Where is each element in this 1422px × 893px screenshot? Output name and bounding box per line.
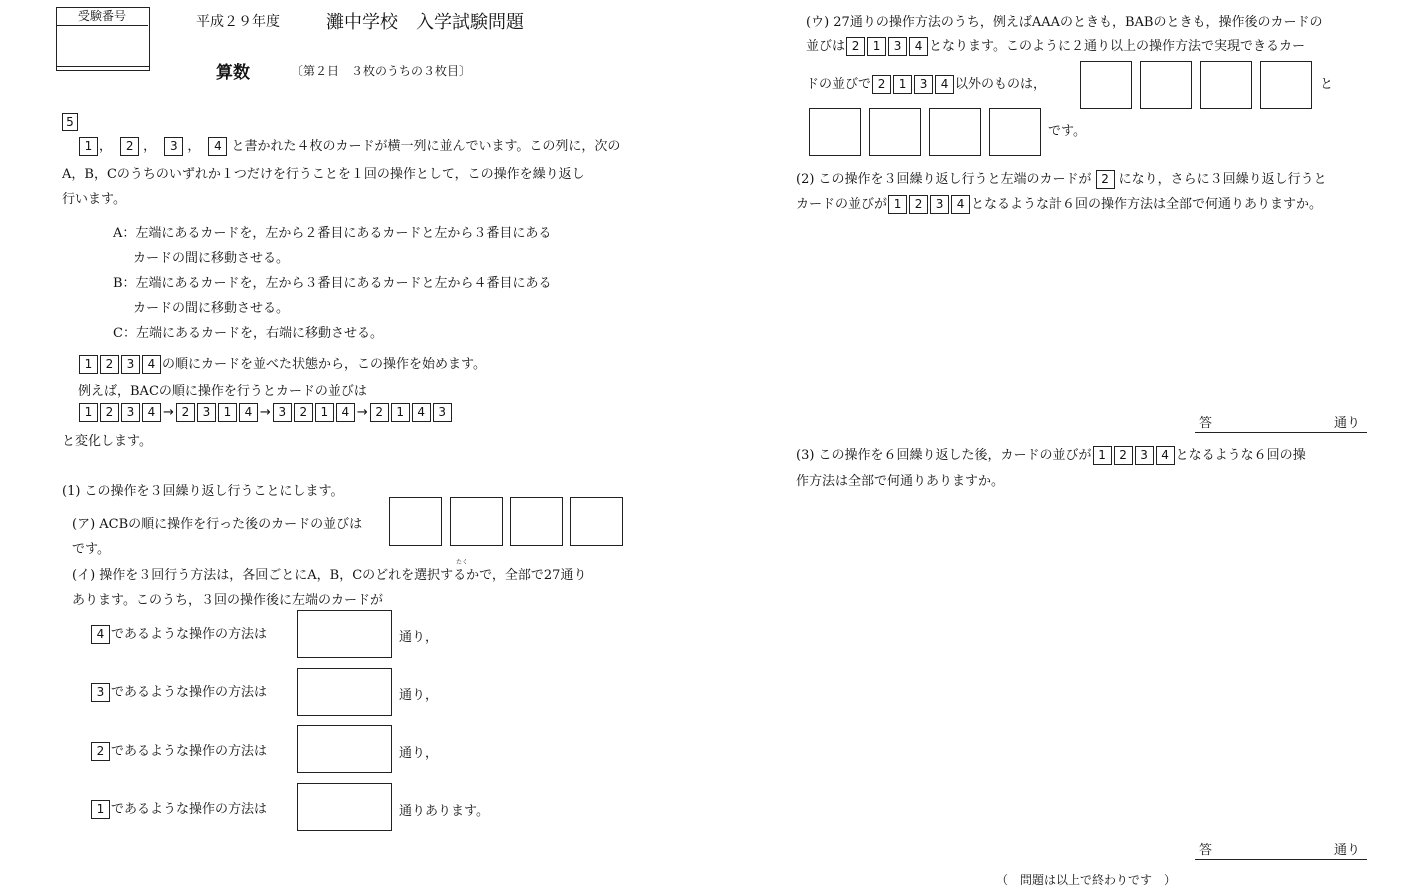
card: 3 [197, 403, 216, 422]
q1-u-end: です。 [1048, 124, 1086, 139]
q2-line-1: (2) この操作を３回繰り返し行うと左端のカードが 2 になり，さらに３回繰り返し行うと [796, 172, 1327, 187]
card-2: 2 [120, 137, 139, 156]
q2-line-2: カードの並びが 1 2 3 4 となるような計６回の操作方法は全部で何通りありますか。 [796, 197, 1323, 212]
card: 2 [176, 403, 195, 422]
card: 2 [1114, 446, 1133, 465]
q1-u-answer-a-box-4[interactable] [1260, 61, 1312, 109]
card: 4 [239, 403, 258, 422]
q1-i-row-3-tail: 通り， [399, 688, 439, 703]
q3-answer-label: 答 [1199, 843, 1213, 858]
operation-b-line-2: カードの間に移動させる。 [133, 301, 290, 316]
exam-number-input[interactable] [58, 28, 146, 64]
q1-u-answer-b-box-3[interactable] [929, 108, 981, 156]
example-sequence [78, 403, 453, 422]
card: 4 [142, 403, 161, 422]
card: 1 [218, 403, 237, 422]
card: 3 [91, 683, 110, 702]
card: 1 [91, 800, 110, 819]
card: 2 [100, 355, 119, 374]
q1-i-answer-box-1[interactable] [297, 783, 392, 831]
q1-u-answer-a-box-1[interactable] [1080, 61, 1132, 109]
card: 1 [391, 403, 410, 422]
q3-line-1: (3) この操作を６回繰り返した後，カードの並びが 1 2 3 4 となるような６回の操 [796, 448, 1306, 463]
q1-a-text: (ア) ACBの順に操作を行った後のカードの並びは [72, 517, 363, 532]
card: 4 [412, 403, 431, 422]
card-4: 4 [208, 137, 227, 156]
exam-year: 平成２９年度 [196, 14, 280, 30]
example-text: 例えば，BACの順に操作を行うとカードの並びは [78, 384, 367, 399]
q1-i-row-4-tail: 通り， [399, 630, 439, 645]
q3-line-2: 作方法は全部で何通りありますか。 [796, 474, 1005, 489]
q1-title: (1) この操作を３回繰り返し行うことにします。 [62, 484, 344, 499]
arrow-icon: → [163, 405, 174, 420]
q1-u-line-1: (ウ) 27通りの操作方法のうち，例えばAAAのときも，BABのときも，操作後のカードの [806, 15, 1323, 30]
exam-number-label: 受験番号 [77, 9, 126, 23]
card: 2 [91, 742, 110, 761]
card: 1 [79, 403, 98, 422]
q1-i-answer-box-4[interactable] [297, 610, 392, 658]
start-state-line [78, 353, 486, 374]
ruby-annotation: たく [456, 559, 469, 566]
card: 1 [867, 37, 886, 56]
card: 2 [100, 403, 119, 422]
exam-number-label-cell [56, 7, 148, 26]
operation-a-line-2: カードの間に移動させる。 [133, 251, 290, 266]
card: 2 [294, 403, 313, 422]
q1-i-row-4: 4 であるような操作の方法は [90, 623, 267, 644]
card: 4 [142, 355, 161, 374]
footer-note: （ 問題は以上で終わりです ） [996, 873, 1177, 887]
arrow-icon: → [356, 405, 368, 420]
exam-title: 灘中学校 入学試験問題 [326, 12, 524, 33]
q2-answer-label: 答 [1199, 416, 1213, 431]
card: 3 [273, 403, 292, 422]
operation-a-line-1: A：左端にあるカードを，左から２番目にあるカードと左から３番目にある [113, 226, 552, 241]
q1-a-tail: です。 [72, 542, 110, 557]
card-1: 1 [79, 137, 98, 156]
q1-a-answer-box-3[interactable] [510, 497, 563, 546]
card-3: 3 [164, 137, 183, 156]
exam-number-box-bottom-rule [56, 66, 150, 67]
card: 4 [1156, 446, 1175, 465]
q1-i-line-1: (イ) 操作を３回行う方法は，各回ごとにA，B，Cのどれを選択するかで，全部で27通り [72, 568, 587, 583]
card: 4 [336, 403, 355, 422]
intro-line-1: 1 ， 2 ， 3 ， 4 と書かれた４枚のカードが横一列に並んでいます。この列に，次の [78, 135, 620, 156]
q1-i-line-2: あります。このうち，３回の操作後に左端のカードが [72, 593, 383, 608]
arrow-icon: → [259, 405, 271, 420]
q1-i-row-2: 2 であるような操作の方法は [90, 740, 267, 761]
q1-u-to: と [1320, 77, 1334, 92]
q2-answer-unit: 通り [1334, 416, 1361, 431]
card: 1 [888, 195, 907, 214]
intro-line-3: 行います。 [62, 192, 126, 207]
card: 2 [1096, 170, 1115, 189]
card: 2 [872, 75, 891, 94]
card: 2 [909, 195, 928, 214]
card: 1 [315, 403, 334, 422]
sheet-info: 〔第２日 ３枚のうちの３枚目〕 [291, 64, 472, 78]
card: 4 [935, 75, 954, 94]
q1-u-line-3: ドの並びで 2 1 3 4 以外のものは， [806, 77, 1047, 92]
q1-i-row-2-tail: 通り， [399, 746, 439, 761]
q1-u-answer-b-box-1[interactable] [809, 108, 861, 156]
q1-i-row-1-tail: 通りあります。 [399, 804, 489, 819]
card: 4 [909, 37, 928, 56]
q1-i-answer-box-3[interactable] [297, 668, 392, 716]
q1-i-row-3: 3 であるような操作の方法は [90, 681, 267, 702]
q1-a-answer-box-1[interactable] [389, 497, 442, 546]
q1-i-answer-box-2[interactable] [297, 725, 392, 773]
card: 3 [888, 37, 907, 56]
q1-u-answer-b-box-4[interactable] [989, 108, 1041, 156]
operation-c: C：左端にあるカードを，右端に移動させる。 [113, 326, 383, 341]
card: 1 [79, 355, 98, 374]
q1-a-answer-box-2[interactable] [450, 497, 503, 546]
q1-u-answer-a-box-3[interactable] [1200, 61, 1252, 109]
q1-u-answer-a-box-2[interactable] [1140, 61, 1192, 109]
q3-answer-rule [1195, 859, 1367, 860]
card: 4 [951, 195, 970, 214]
q1-u-answer-b-box-2[interactable] [869, 108, 921, 156]
intro-text-1: と書かれた４枚のカードが横一列に並んでいます。この列に，次の [231, 139, 621, 154]
card: 3 [433, 403, 452, 422]
q2-answer-rule [1195, 432, 1367, 433]
intro-line-2: A，B，Cのうちのいずれか１つだけを行うことを１回の操作として，この操作を繰り返し [62, 167, 585, 182]
card: 3 [121, 355, 140, 374]
q1-u-line-2: 並びは 2 1 3 4 となります。このように２通り以上の操作方法で実現できるカー [806, 39, 1305, 54]
change-text: と変化します。 [62, 434, 152, 449]
card: 3 [930, 195, 949, 214]
card: 4 [91, 625, 110, 644]
card: 3 [1135, 446, 1154, 465]
q1-a-answer-box-4[interactable] [570, 497, 623, 546]
card: 2 [846, 37, 865, 56]
exam-subject: 算数 [216, 63, 250, 83]
q3-answer-unit: 通り [1334, 843, 1361, 858]
q1-i-row-1: 1 であるような操作の方法は [90, 798, 267, 819]
card: 1 [1093, 446, 1112, 465]
card: 1 [893, 75, 912, 94]
card: 3 [121, 403, 140, 422]
problem-number-badge: 5 [62, 113, 78, 131]
card: 3 [914, 75, 933, 94]
start-text: の順にカードを並べた状態から，この操作を始めます。 [162, 357, 486, 372]
card: 2 [370, 403, 389, 422]
operation-b-line-1: B：左端にあるカードを，左から３番目にあるカードと左から４番目にある [113, 276, 552, 291]
